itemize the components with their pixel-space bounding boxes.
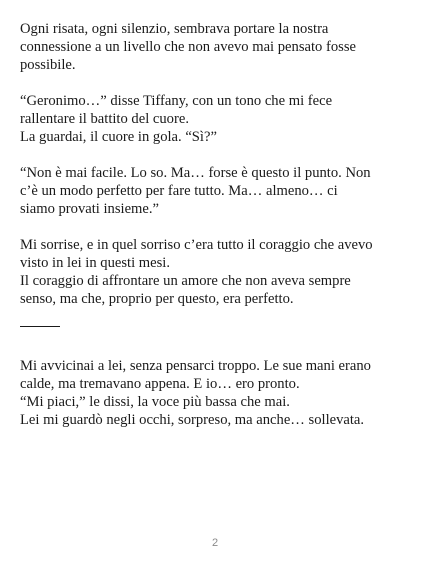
- paragraph-2: [20, 92, 412, 146]
- text-line: “Geronimo…” disse Tiffany, con un tono che mi fece: [20, 93, 333, 109]
- text-line: “Non è mai facile. Lo so. Ma… forse è questo il punto. Non: [20, 165, 371, 181]
- paragraph-3: [20, 164, 412, 218]
- text-line: Ogni risata, ogni silenzio, sembrava portare la nostra: [20, 21, 329, 37]
- text-line: La guardai, il cuore in gola. “Sì?”: [20, 129, 217, 145]
- text-line: Mi avvicinai a lei, senza pensarci troppo. Le sue mani erano: [20, 358, 371, 375]
- text-line: “Mi piaci,” le dissi, la voce più bassa che mai.: [20, 394, 290, 411]
- text-line: calde, ma tremavano appena. E io… ero pronto.: [20, 376, 300, 393]
- paragraph-5: [20, 357, 412, 429]
- body-text: [20, 20, 412, 429]
- paragraph-1: [20, 20, 412, 74]
- text-line: c’è un modo perfetto per fare tutto. Ma… almeno… ci: [20, 183, 338, 199]
- page-number: 2: [211, 537, 219, 549]
- text-line: visto in lei in questi mesi.: [20, 255, 170, 271]
- text-line: rallentare il battito del cuore.: [20, 111, 189, 127]
- text-line: possibile.: [20, 57, 76, 73]
- text-line: senso, ma che, proprio per questo, era perfetto.: [20, 291, 294, 307]
- text-line: siamo provati insieme.”: [20, 201, 160, 217]
- text-line: Il coraggio di affrontare un amore che non aveva sempre: [20, 273, 351, 289]
- paragraph-4: [20, 236, 412, 308]
- section-divider: [20, 326, 60, 327]
- text-line: Mi sorrise, e in quel sorriso c’era tutto il coraggio che avevo: [20, 237, 373, 253]
- text-line: Lei mi guardò negli occhi, sorpreso, ma anche… sollevata.: [20, 412, 365, 429]
- text-line: connessione a un livello che non avevo mai pensato fosse: [20, 39, 356, 55]
